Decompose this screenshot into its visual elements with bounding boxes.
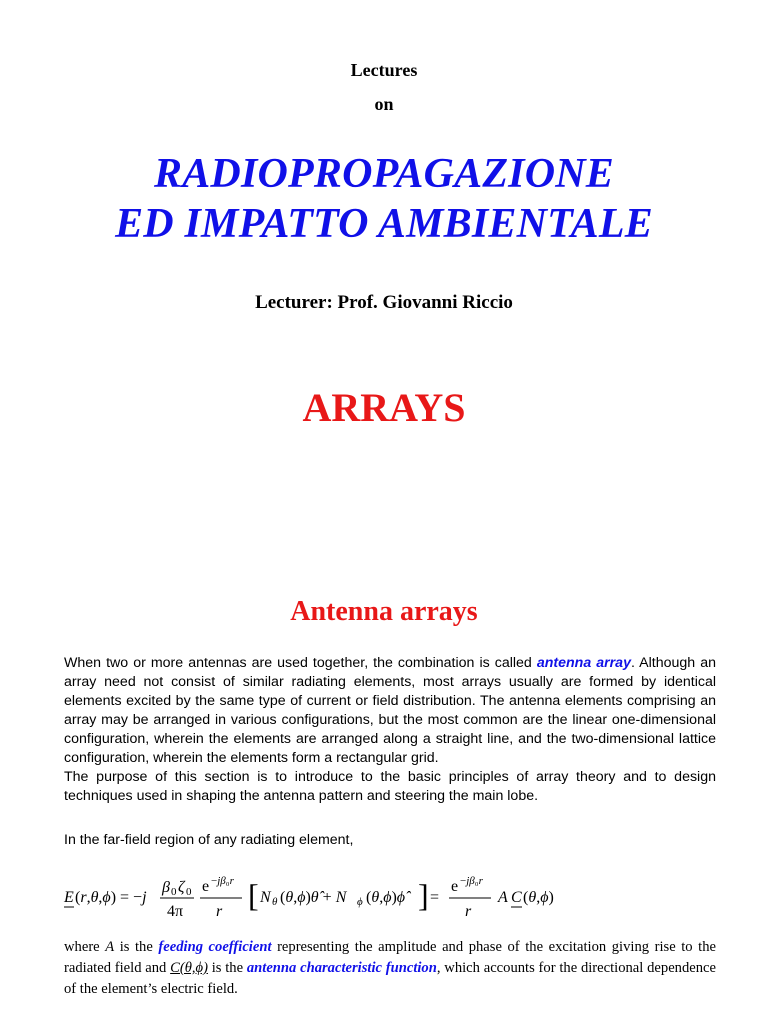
paragraph-definitions-text-b: is the	[114, 939, 159, 955]
course-title-line-2: ED IMPATTO AMBIENTALE	[115, 201, 653, 247]
svg-text:0: 0	[186, 886, 192, 898]
paragraph-intro-text-b: . Although an array need not consist of similar radiating elements, most arrays usually are formed by identical elements excited by the same type of current or field distribution. The antenna elements comprising an array may be arranged in various configurations, but the most common are the linear one-dimensional configuration, wherein the elements are arranged along a straight line, and the two-dimensional lattice configuration, wherein the elements form a rectangular grid.	[64, 655, 716, 766]
term-antenna-characteristic-function: antenna characteristic function	[246, 960, 437, 976]
lecturer-name: Lecturer: Prof. Giovanni Riccio	[255, 292, 513, 313]
paragraph-definitions-text-e: , which accounts for the directional dependence of the element’s electric field.	[64, 960, 716, 997]
symbol-c: C(θ,ϕ)	[170, 960, 208, 976]
on-label: on	[374, 94, 394, 114]
svg-text:−jβ₀r: −jβ₀r	[460, 875, 483, 887]
paragraph-purpose: The purpose of this section is to introduce to the basic principles of array theory and to design techniques used in shaping the antenna pattern and steering the main lobe.	[64, 769, 716, 804]
svg-text:e: e	[202, 878, 210, 895]
svg-text:]: ]	[418, 877, 429, 913]
svg-text:β: β	[162, 879, 170, 896]
paragraph-definitions-text-d: is the	[207, 960, 247, 976]
symbol-a: A	[105, 939, 115, 955]
svg-text:θ: θ	[272, 896, 278, 908]
svg-text:(r,θ,ϕ) = −j: (r,θ,ϕ) = −j	[75, 889, 147, 906]
svg-text:=: =	[430, 889, 440, 906]
term-antenna-array: antenna array	[536, 655, 631, 671]
paragraph-definitions	[64, 937, 716, 1000]
svg-text:ϕ: ϕ	[357, 896, 363, 908]
svg-text:r: r	[216, 903, 223, 920]
section-heading: Antenna arrays	[290, 596, 478, 627]
svg-text:(θ,ϕ)θ̂ + N: (θ,ϕ)θ̂ + N	[280, 889, 347, 906]
svg-text:4π: 4π	[167, 903, 184, 920]
svg-text:(θ,ϕ): (θ,ϕ)	[523, 889, 554, 906]
far-field-equation	[62, 864, 562, 924]
svg-text:r: r	[465, 903, 472, 920]
svg-text:A: A	[498, 889, 508, 906]
svg-text:(θ,ϕ)ϕ̂: (θ,ϕ)ϕ̂	[366, 889, 406, 906]
term-feeding-coefficient: feeding coefficient	[158, 939, 272, 955]
lectures-label: Lectures	[350, 60, 418, 80]
paragraph-intro-text-a: When two or more antennas are used together, the combination is called	[64, 655, 537, 671]
svg-text:E: E	[64, 889, 74, 906]
svg-text:ζ: ζ	[178, 879, 185, 896]
svg-text:e: e	[451, 878, 459, 895]
svg-text:C: C	[511, 889, 522, 906]
topic-title: ARRAYS	[302, 385, 466, 430]
svg-text:−jβ₀r: −jβ₀r	[211, 875, 234, 887]
svg-text:N: N	[260, 889, 271, 906]
svg-text:[: [	[248, 877, 259, 913]
paragraph-definitions-text-c: representing the amplitude and phase of the excitation giving rise to the radiated field and	[64, 939, 716, 976]
paragraph-far-field: In the far-field region of any radiating element,	[64, 832, 354, 848]
paragraph-definitions-text-a: where	[64, 939, 106, 955]
paragraph-intro	[64, 654, 716, 768]
svg-text:0: 0	[171, 886, 177, 898]
course-title-line-1: RADIOPROPAGAZIONE	[153, 151, 614, 197]
